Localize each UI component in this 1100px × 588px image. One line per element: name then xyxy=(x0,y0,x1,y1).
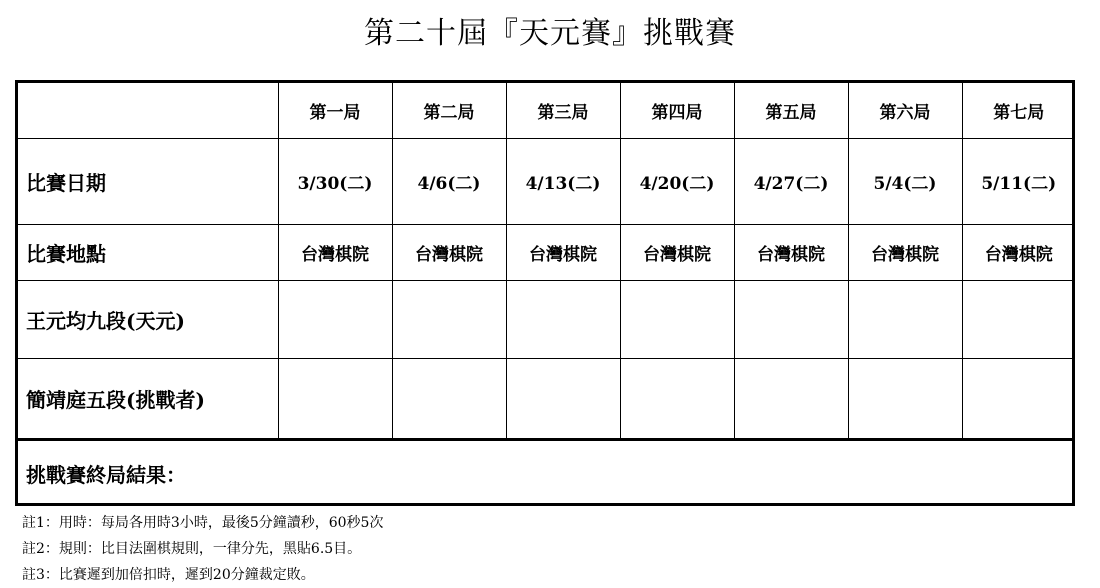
date-cell: 4/13(二) xyxy=(506,138,620,224)
venue-cell: 台灣棋院 xyxy=(620,224,734,280)
game-4-header: 第四局 xyxy=(620,83,734,138)
notes xyxy=(22,510,383,588)
game-3-header: 第三局 xyxy=(506,83,620,138)
venue-cell: 台灣棋院 xyxy=(506,224,620,280)
page-title: 第二十屆『天元賽』挑戰賽 xyxy=(364,16,736,51)
result-cell xyxy=(848,358,962,439)
venue-cell: 台灣棋院 xyxy=(734,224,848,280)
venue-row-label: 比賽地點 xyxy=(18,224,278,280)
game-2-header: 第二局 xyxy=(392,83,506,138)
note-2: 註2：規則：比目法圍棋規則，一律分先，黑貼6.5目。 xyxy=(22,541,362,557)
result-cell xyxy=(506,280,620,358)
result-cell xyxy=(848,280,962,358)
venue-cell: 台灣棋院 xyxy=(392,224,506,280)
result-cell xyxy=(506,358,620,439)
note-3: 註3：比賽遲到加倍扣時，遲到20分鐘裁定敗。 xyxy=(22,567,315,583)
game-1-header: 第一局 xyxy=(278,83,392,138)
result-cell xyxy=(392,280,506,358)
result-cell xyxy=(620,280,734,358)
date-row xyxy=(18,138,1075,224)
date-cell: 4/20(二) xyxy=(620,138,734,224)
challenger-row-label: 簡靖庭五段(挑戰者) xyxy=(18,358,278,439)
result-cell xyxy=(962,358,1075,439)
date-cell: 5/4(二) xyxy=(848,138,962,224)
result-cell xyxy=(278,358,392,439)
venue-cell: 台灣棋院 xyxy=(962,224,1075,280)
final-result-label: 挑戰賽終局結果： xyxy=(26,462,186,487)
champion-row xyxy=(18,280,1075,358)
schedule-grid xyxy=(18,83,1075,441)
schedule-table xyxy=(15,80,1075,506)
game-6-header: 第六局 xyxy=(848,83,962,138)
venue-cell: 台灣棋院 xyxy=(848,224,962,280)
result-cell xyxy=(278,280,392,358)
result-cell xyxy=(620,358,734,439)
game-7-header: 第七局 xyxy=(962,83,1075,138)
result-cell xyxy=(962,280,1075,358)
result-cell xyxy=(734,280,848,358)
date-cell: 4/27(二) xyxy=(734,138,848,224)
note-1: 註1：用時：每局各用時3小時，最後5分鐘讀秒，60秒5次 xyxy=(22,515,384,531)
challenger-row xyxy=(18,358,1075,439)
venue-row xyxy=(18,224,1075,280)
result-cell xyxy=(392,358,506,439)
date-row-label: 比賽日期 xyxy=(18,138,278,224)
result-cell xyxy=(734,358,848,439)
game-5-header: 第五局 xyxy=(734,83,848,138)
champion-row-label: 王元均九段(天元) xyxy=(18,280,278,358)
venue-cell: 台灣棋院 xyxy=(278,224,392,280)
date-cell: 4/6(二) xyxy=(392,138,506,224)
header-row xyxy=(18,83,1075,138)
date-cell: 3/30(二) xyxy=(278,138,392,224)
header-blank-cell xyxy=(18,83,278,138)
date-cell: 5/11(二) xyxy=(962,138,1075,224)
